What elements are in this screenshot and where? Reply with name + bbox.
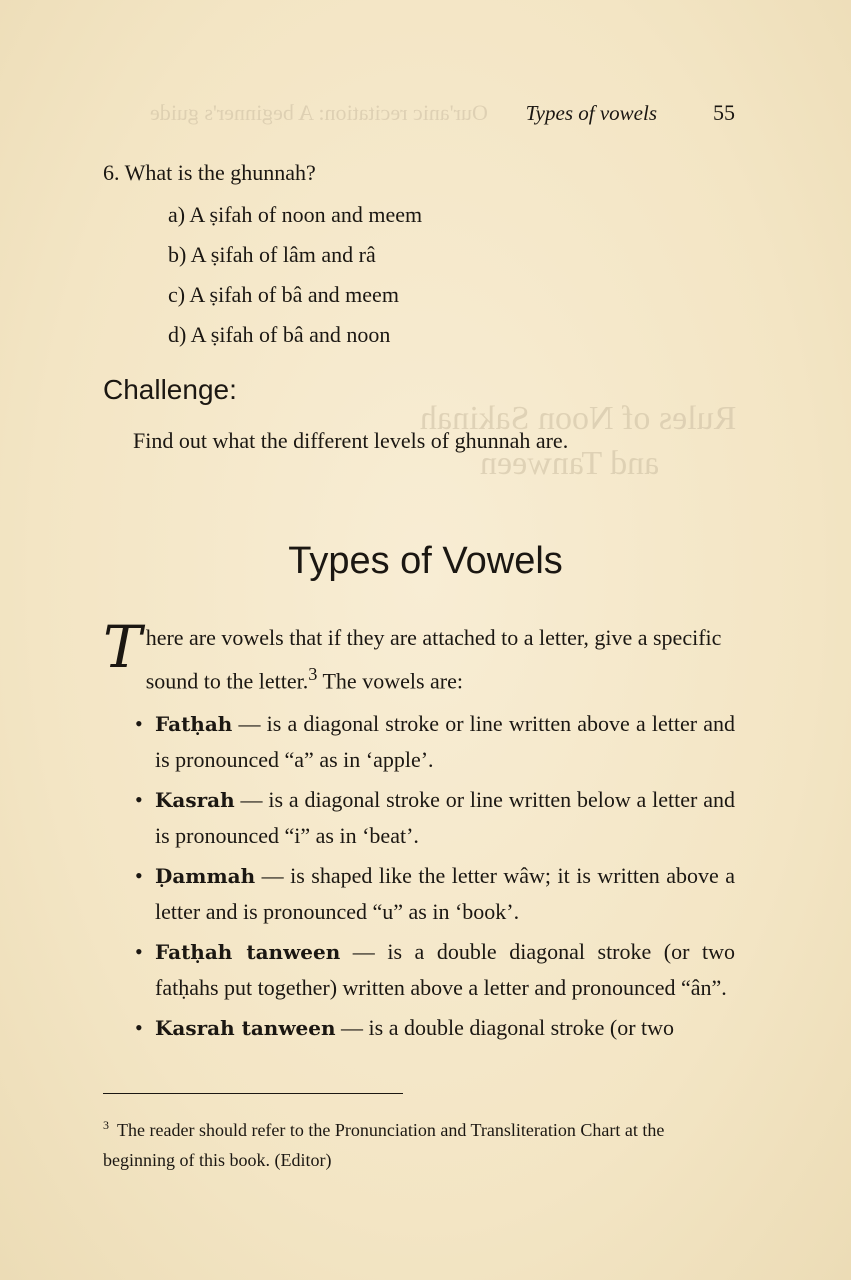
- vowel-description: — is a double diagonal stroke (or two fatḥahs put together) written above a letter and pronounced “ân”.: [155, 939, 735, 1000]
- bleed-through-text: Rules of Noon Sakinah: [420, 400, 737, 437]
- vowel-term: Fatḥah tanween: [155, 940, 341, 964]
- vowel-description: — is a diagonal stroke or line written above a letter and is pronounced “a” as in ‘apple’.: [155, 711, 735, 772]
- section-title: Types of Vowels: [288, 540, 563, 582]
- list-item: [133, 706, 735, 778]
- footnote-divider: [103, 1093, 403, 1094]
- footnote-number: 3: [103, 1118, 109, 1132]
- vowel-term: Kasrah tanween: [155, 1016, 336, 1040]
- vowel-description: — is a diagonal stroke or line written below a letter and is pronounced “i” as in ‘beat’.: [155, 787, 735, 848]
- page-number: 55: [713, 100, 735, 125]
- vowel-term: Kasrah: [155, 788, 235, 812]
- bleed-through-text: and Tanween: [480, 445, 660, 482]
- list-item: [133, 858, 735, 930]
- bleed-through-text: Our'anic recitation: A beginner's guide: [150, 100, 488, 125]
- intro-tail: The vowels are:: [317, 668, 463, 694]
- challenge-text: Find out what the different levels of ghunnah are.: [133, 428, 569, 453]
- option-d: d) A ṣifah of bâ and noon: [168, 322, 391, 347]
- question-6: 6. What is the ghunnah?: [103, 160, 316, 185]
- footnote: [103, 1110, 735, 1175]
- vowel-description: — is shaped like the letter wâw; it is written above a letter and is pronounced “u” as in ‘book’.: [155, 863, 735, 924]
- drop-cap: T: [103, 613, 142, 681]
- list-item: [133, 782, 735, 854]
- vowel-list: [133, 706, 735, 1050]
- question-options: [168, 200, 422, 360]
- vowel-term: Ḍammah: [155, 864, 256, 888]
- option-a: a) A ṣifah of noon and meem: [168, 202, 423, 227]
- intro-text: here are vowels that if they are attached to a letter, give a specific sound to the letter.: [145, 625, 722, 694]
- footnote-reference: 3: [308, 664, 318, 684]
- vowel-description: — is a double diagonal stroke (or two: [335, 1015, 675, 1040]
- running-head: [0, 100, 735, 126]
- list-item: [133, 934, 735, 1006]
- option-b: b) A ṣifah of lâm and râ: [168, 242, 376, 267]
- challenge-heading: Challenge:: [103, 374, 237, 405]
- intro-paragraph: [103, 613, 735, 699]
- list-item: [133, 1010, 735, 1046]
- running-head-title: Types of vowels: [525, 101, 657, 125]
- option-c: c) A ṣifah of bâ and meem: [168, 282, 399, 307]
- footnote-text: The reader should refer to the Pronunciation and Transliteration Chart at the beginning of this book. (Editor): [103, 1120, 665, 1170]
- vowel-term: Fatḥah: [155, 712, 233, 736]
